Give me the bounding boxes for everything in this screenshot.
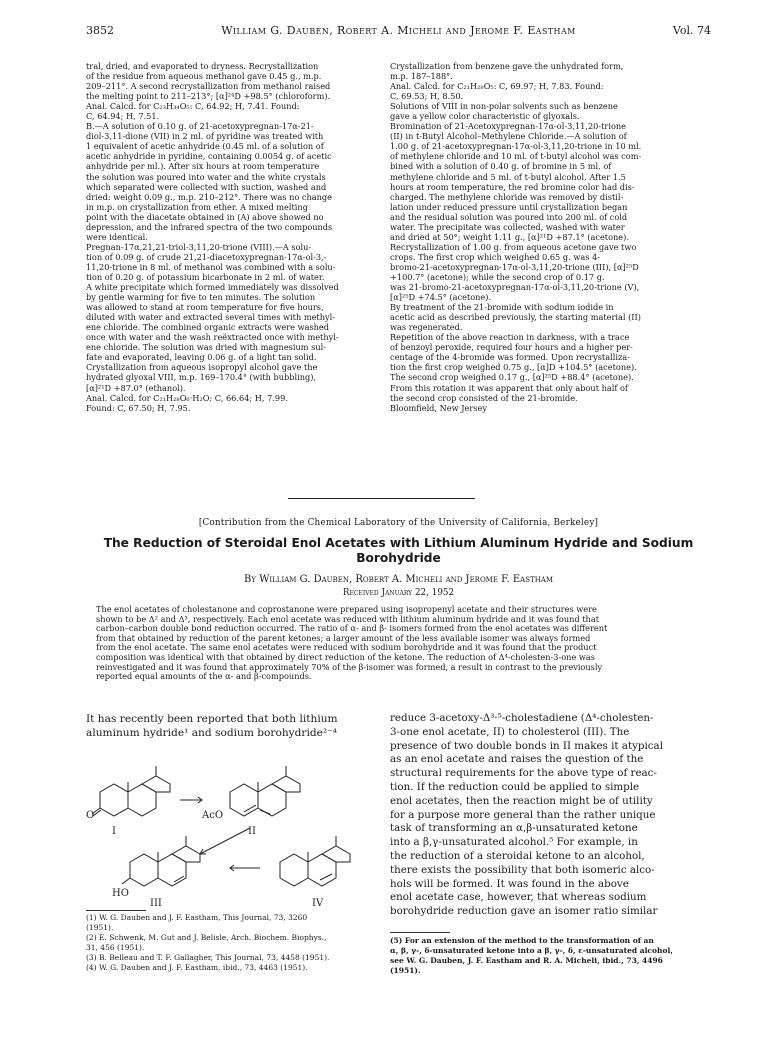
body-line: the reduction of a steroidal ketone to an alcohol, <box>390 849 645 862</box>
text-line: diol-3,11-dione (VII) in 2 ml. of pyridine was treated with <box>86 131 324 142</box>
body-line: into a β,γ-unsaturated alcohol.⁵ For example, in <box>390 836 638 849</box>
text-line: bromo-21-acetoxypregnan-17α-ol-3,11,20-trione (III), [α]²⁵D <box>390 261 639 272</box>
footnote-line: α, β, γ-, δ-unsaturated ketone into a β, γ-, δ, ε-unsaturated alcohol, <box>390 946 673 955</box>
footnote-line: (1) W. G. Dauben and J. F. Eastham, This Journal, 73, 3260 <box>86 913 308 922</box>
text-line: ene chloride. The solution was dried with magnesium sul- <box>86 342 326 353</box>
footnote-line: (4) W. G. Dauben and J. F. Eastham, ibid., 73, 4463 (1951). <box>86 963 308 972</box>
text-line: B.—A solution of 0.10 g. of 21-acetoxypregnan-17α-21- <box>86 121 314 132</box>
text-line: Bloomfield, New Jersey <box>390 402 487 413</box>
text-line: dried: weight 0.09 g., m.p. 210–212°. There was no change <box>86 191 332 202</box>
article-title <box>100 536 697 566</box>
text-line: was 21-bromo-21-acetoxypregnan-17α-ol-3,11,20-trione (V), <box>390 282 640 293</box>
footnote-line: (1951). <box>86 923 114 932</box>
text-line: Crystallization from aqueous isopropyl alcohol gave the <box>86 362 318 373</box>
text-line: Repetition of the above reaction in darkness, with a trace <box>390 332 630 343</box>
section-divider <box>288 498 475 499</box>
text-line: C, 69.53; H, 8.50. <box>390 91 464 102</box>
text-line: tral, dried, and evaporated to dryness. Recrystallization <box>86 61 319 71</box>
byline: By William G. Dauben, Robert A. Micheli and Jerome F. Eastham <box>243 574 554 585</box>
text-line: [α]²¹D +87.0° (ethanol). <box>86 382 186 393</box>
intro-line: It has recently been reported that both lithium <box>86 713 338 725</box>
text-line: tion of 0.20 g. of potassium bicarbonate in 2 ml. of water. <box>86 271 325 282</box>
text-line: 1.00 g. of 21-acetoxypregnan-17α-ol-3,11,20-trione in 10 ml. <box>390 141 642 152</box>
text-line: 1 equivalent of acetic anhydride (0.45 ml. of a solution of <box>86 141 324 152</box>
footnote-line: 31, 456 (1951). <box>86 943 145 952</box>
page-header <box>86 24 711 40</box>
text-line: Crystallization from benzene gave the unhydrated form, <box>390 61 624 71</box>
body-line: reduce 3-acetoxy-Δ³·⁵-cholestadiene (Δ⁴-cholesten- <box>390 712 654 724</box>
text-line: 11,20-trione in 8 ml. of methanol was combined with a solu- <box>86 261 336 272</box>
text-line: hours at room temperature, the red bromine color had dis- <box>390 181 635 192</box>
text-line: and dried at 50°; weight 1.11 g., [α]²¹D +87.1° (acetone). <box>390 231 629 242</box>
structure-number-IV: IV <box>312 898 324 909</box>
text-line: once with water and the wash reëxtracted once with methyl- <box>86 332 339 343</box>
text-line: Found: C, 67.50; H, 7.95. <box>86 402 191 413</box>
structure-label-HO: HO <box>112 888 129 899</box>
text-line: water. The precipitate was collected, washed with water <box>390 221 625 232</box>
received-date: Received January 22, 1952 <box>342 588 455 598</box>
text-line: of benzoyl peroxide, required four hours and a higher per- <box>390 342 633 353</box>
text-line: crops. The first crop which weighed 0.65 g. was 4- <box>390 251 600 262</box>
text-line: (II) in t-Butyl Alcohol–Methylene Chloride.—A solution of <box>390 131 627 142</box>
text-line: lation under reduced pressure until crystallization began <box>390 201 628 212</box>
text-line: methylene chloride and 5 ml. of t-butyl alcohol. After 1.5 <box>390 171 626 182</box>
abstract-line: reported equal amounts of the α- and β-compounds. <box>96 671 312 682</box>
body-line: enol acetate case, however, that whereas sodium <box>390 891 647 904</box>
right-body-text <box>390 712 692 919</box>
structure-III-drawing <box>122 836 200 886</box>
text-line: C, 64.94; H, 7.51. <box>86 111 160 122</box>
text-line: fate and evaporated, leaving 0.06 g. of a light tan solid. <box>86 352 317 363</box>
text-line: was allowed to stand at room temperature for five hours, <box>86 302 324 313</box>
text-line: the second crop consisted of the 21-bromide. <box>390 392 578 403</box>
text-line: centage of the 4-bromide was formed. Upon recrystalliza- <box>390 352 630 363</box>
running-authors: William G. Dauben, Robert A. Micheli and Jerome F. Eastham <box>221 24 576 37</box>
text-line: point with the diacetate obtained in (A) above showed no <box>86 211 324 222</box>
structure-number-II: II <box>248 826 256 837</box>
text-line: which separated were collected with suction, washed and <box>86 181 327 192</box>
footnote-rule-left <box>86 910 146 911</box>
text-line: was regenerated. <box>390 322 463 333</box>
body-line: enol acetates, then the reaction might be of utility <box>390 794 653 807</box>
abstract <box>96 605 696 682</box>
text-line: ene chloride. The combined organic extracts were washed <box>86 322 330 333</box>
text-line: 209–211°. A second recrystallization from methanol raised <box>86 81 331 92</box>
text-line: were identical. <box>86 231 148 242</box>
text-line: Anal. Calcd. for C₂₃H₃₄O₅: C, 64.92; H, 7.41. Found: <box>86 101 300 112</box>
body-line: there exists the possibility that both isomeric alco- <box>390 863 655 876</box>
abstract-line: reinvestigated and it was found that approximately 70% of the β-isomer was formed, a result in contrast to the previously <box>96 661 603 672</box>
text-line: The second crop weighed 0.17 g., [α]²⁵D +88.4° (acetone). <box>390 372 634 383</box>
text-line: the solution was poured into water and the white crystals <box>86 171 326 182</box>
footnote-line: (5) For an extension of the method to the transformation of an <box>390 936 654 945</box>
volume-label: Vol. 74 <box>672 24 711 37</box>
text-line: From this rotation it was apparent that only about half of <box>390 382 628 393</box>
text-line: [α]²⁵D +74.5° (acetone). <box>390 292 492 303</box>
text-line: By treatment of the 21-bromide with sodium iodide in <box>390 302 614 313</box>
structure-number-III: III <box>150 898 162 909</box>
body-line: 3-one enol acetate, II) to cholesterol (III). The <box>390 725 630 738</box>
body-line: structural requirements for the above type of reac- <box>390 767 657 780</box>
steroid-structures-svg <box>86 752 380 912</box>
body-line: task of transforming an α,β-unsaturated ketone <box>390 822 638 835</box>
text-line: acetic anhydride in pyridine, containing 0.0054 g. of acetic <box>86 151 332 162</box>
body-line: hols will be formed. It was found in the above <box>390 877 629 890</box>
text-line: gave a yellow color characteristic of glyoxals. <box>390 111 580 122</box>
structure-II-drawing <box>230 766 300 816</box>
body-line: tion. If the reduction could be applied to simple <box>390 780 640 793</box>
right-column-text <box>390 61 692 413</box>
text-line: bined with a solution of 0.40 g. of bromine in 5 ml. of <box>390 161 612 172</box>
abstract-line: shown to be Δ² and Δ³, respectively. Each enol acetate was reduced with lithium aluminum hydride and it was found that <box>96 613 599 624</box>
text-line: charged. The methylene chloride was removed by distil- <box>390 191 624 202</box>
footnote-line: (2) E. Schwenk, M. Gut and J. Belisle, Arch. Biochem. Biophys., <box>86 933 327 942</box>
text-line: hydrated glyoxal VIII, m.p. 169–170.4° (with bubbling), <box>86 372 317 383</box>
footnote-line: see W. G. Dauben, J. F. Eastham and R. A. Micheli, ibid., 73, 4496 <box>390 956 663 965</box>
abstract-line: The enol acetates of cholestanone and coprostanone were prepared using isopropenyl acetate and their structures were <box>96 604 597 614</box>
text-line: diluted with water and extracted several times with methyl- <box>86 312 336 323</box>
text-line: acetic acid as described previously, the starting material (II) <box>390 312 641 323</box>
abstract-line: composition was identical with that obtained by direct reduction of the ketone. The reduction of Δ⁴-cholesten-3-one was <box>96 651 595 662</box>
footnote-rule-right <box>390 932 450 933</box>
text-line: A white precipitate which formed immediately was dissolved <box>86 282 339 293</box>
left-column-text <box>86 61 376 413</box>
text-line: tion of 0.09 g. of crude 21,21-diacetoxypregnan-17α-ol-3,- <box>86 251 327 262</box>
text-line: depression, and the infrared spectra of the two compounds <box>86 221 333 232</box>
text-line: +100.7° (acetone); while the second crop of 0.17 g. <box>390 271 605 282</box>
abstract-line: from the enol acetate. The same enol acetates were reduced with sodium borohydride and it was found that the product <box>96 642 597 653</box>
text-line: and the residual solution was poured into 200 ml. of cold <box>390 211 628 222</box>
text-line: of the residue from aqueous methanol gave 0.45 g., m.p. <box>86 71 322 82</box>
footnote-line: (1951). <box>390 966 421 975</box>
contribution-line: [Contribution from the Chemical Laboratory of the University of California, Berkeley] <box>198 518 599 528</box>
abstract-line: carbon–carbon double bond reduction occurred. The ratio of α- and β- isomers formed from the enol acetates was different <box>96 623 608 634</box>
body-line: for a purpose more general than the rather unique <box>390 808 656 821</box>
intro-text <box>86 712 376 740</box>
text-line: in m.p. on crystallization from ether. A mixed melting <box>86 201 308 212</box>
footnotes-left <box>86 913 378 973</box>
text-line: Bromination of 21-Acetoxypregnan-17α-ol-3,11,20-trione <box>390 121 627 132</box>
text-line: of methylene chloride and 10 ml. of t-butyl alcohol was com- <box>390 151 642 162</box>
text-line: the melting point to 211–213°; [α]²⁴D +98.5° (chloroform). <box>86 91 331 102</box>
text-line: Anal. Calcd. for C₂₁H₂₈O₅: C, 69.97; H, 7.83. Found: <box>390 81 604 92</box>
title-line: The Reduction of Steroidal Enol Acetates with Lithium Aluminum Hydride and Sodium <box>103 536 694 550</box>
text-line: Anal. Calcd. for C₂₁H₂₈O₆·H₂O: C, 66.64; H, 7.99. <box>86 392 288 403</box>
text-line: Solutions of VIII in non-polar solvents such as benzene <box>390 101 618 112</box>
abstract-line: from that obtained by reduction of the parent ketones; a larger amount of the less available isomer was always formed <box>96 632 591 643</box>
reaction-scheme-figure <box>86 752 380 912</box>
text-line: Pregnan-17α,21,21-triol-3,11,20-trione (VIII).—A solu- <box>86 241 312 252</box>
body-line: borohydride reduction gave an isomer ratio similar <box>390 905 658 918</box>
structure-label-O: O <box>86 810 95 821</box>
text-line: anhydride per ml.). After six hours at room temperature <box>86 161 320 172</box>
page-number: 3852 <box>86 24 114 37</box>
structure-label-AcO: AcO <box>202 810 224 821</box>
title-line: Borohydride <box>356 551 441 565</box>
structure-number-I: I <box>112 826 116 837</box>
text-line: tion the first crop weighed 0.75 g., [α]D +104.5° (acetone). <box>390 362 637 373</box>
footnotes-right <box>390 936 694 976</box>
text-line: Recrystallization of 1.00 g. from aqueous acetone gave two <box>390 241 637 252</box>
text-line: m.p. 187–188°. <box>390 71 453 82</box>
structure-IV-drawing <box>280 836 350 886</box>
intro-line: aluminum hydride¹ and sodium borohydride²⁻⁴ <box>86 727 338 739</box>
structure-I-drawing <box>92 766 170 816</box>
body-line: presence of two double bonds in II makes it atypical <box>390 739 663 752</box>
body-line: as an enol acetate and raises the question of the <box>390 753 644 766</box>
footnote-line: (3) B. Belleau and T. F. Gallagher, This Journal, 73, 4458 (1951). <box>86 953 330 962</box>
text-line: by gentle warming for five to ten minutes. The solution <box>86 292 316 303</box>
